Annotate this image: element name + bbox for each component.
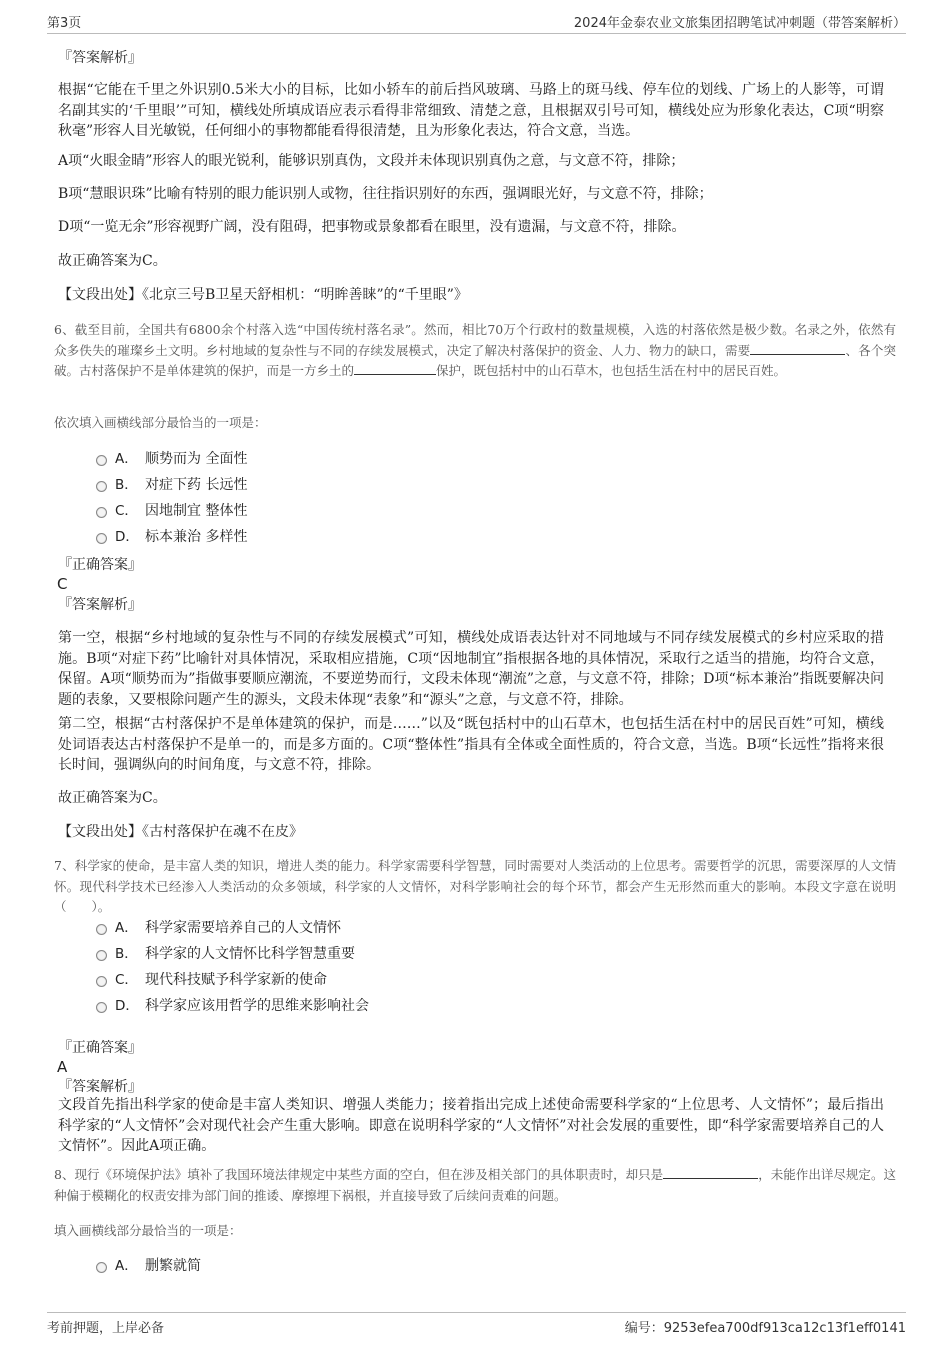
q8-prompt: 填入画横线部分最恰当的一项是： <box>54 1223 242 1238</box>
q8-blank <box>663 1165 758 1179</box>
q6-option-b[interactable]: B． 对症下药 长远性 <box>96 475 247 495</box>
q7-stem: 7、科学家的使命，是丰富人类的知识，增进人类的能力。科学家需要科学智慧，同时需要对人类活动的上位思考。需要哲学的沉思，需要深厚的人文情怀。现代科学技术已经渗入人类活动的众多领域，科学家的人文情怀，对科学影响社会的每个环节，都会产生无形然而重大的影响。本段文字意在说明（ ）。 <box>54 858 896 914</box>
q6-correct-answer: C <box>57 575 68 593</box>
q6-analysis-label: 『答案解析』 <box>58 597 142 613</box>
q6-option-c[interactable]: C． 因地制宜 整体性 <box>96 501 247 521</box>
q7-analysis-label: 『答案解析』 <box>58 1079 142 1095</box>
q6-blank-1 <box>750 341 845 355</box>
q6-stem: 6、截至目前，全国共有6800余个村落入选“中国传统村落名录”。然而，相比70万个行政村的数量规模，入选的村落依然是极少数。名录之外，依然有众多佚失的璀璨乡土文明。乡村地域的复杂性与不同的存续发展模式，决定了解决村落保护的资金、人力、物力的缺口，需要 、各个突破。古村落保护不是单体建筑的保护，而是一方乡土的 保护，既包括村中的山石草木，也包括生活在村中的居民百姓。 <box>54 322 896 378</box>
radio-icon[interactable] <box>96 455 107 466</box>
q5-analysis-p3: B项“慧眼识珠”比喻有特别的眼力能识别人或物，往往指识别好的东西，强调眼光好，与文意不符，排除； <box>58 186 713 202</box>
q7-option-a[interactable]: A． 科学家需要培养自己的人文情怀 <box>96 918 341 938</box>
radio-icon[interactable] <box>96 976 107 987</box>
q6-analysis-p3: 故正确答案为C。 <box>58 790 167 806</box>
q5-analysis-label: 『答案解析』 <box>58 50 142 66</box>
radio-icon[interactable] <box>96 924 107 935</box>
q7-option-b[interactable]: B． 科学家的人文情怀比科学智慧重要 <box>96 944 355 964</box>
document-title: 2024年金泰农业文旅集团招聘笔试冲刺题（带答案解析） <box>573 16 906 31</box>
q6-option-d[interactable]: D． 标本兼治 多样性 <box>96 527 247 547</box>
q5-analysis-p1: 根据“它能在千里之外识别0.5米大小的目标，比如小轿车的前后挡风玻璃、马路上的斑马线、停车位的划线、广场上的人影等，可谓名副其实的‘千里眼’”可知，横线处所填成语应表示看得非常细致、清楚之意，且根据双引号可知，横线处应为形象化表达，C项“明察秋毫”形容人目光敏锐，任何细小的事物都能看得很清楚，且为形象化表达，符合文意，当选。 <box>58 82 884 139</box>
q5-analysis-p2: A项“火眼金睛”形容人的眼光锐利，能够识别真伪，文段并未体现识别真伪之意，与文意不符，排除； <box>58 153 685 169</box>
q7-correct-answer: A <box>57 1058 68 1076</box>
document-id: 编号：9253efea700df913ca12c13f1eff0141 <box>624 1321 906 1336</box>
q6-analysis-p2: 第二空，根据“古村落保护不是单体建筑的保护，而是……”以及“既包括村中的山石草木，也包括生活在村中的居民百姓”可知，横线处词语表达古村落保护不是单一的，而是多方面的。C项“整体性”指具有全体或全面性质的，符合文意，当选。B项“长远性”指将来很长时间，强调纵向的时间角度，与文意不符，排除。 <box>58 716 884 773</box>
q6-blank-2 <box>354 361 436 375</box>
q6-correct-label: 『正确答案』 <box>58 557 142 573</box>
radio-icon[interactable] <box>96 481 107 492</box>
q8-stem: 8、现行《环境保护法》填补了我国环境法律规定中某些方面的空白，但在涉及相关部门的具体职责时，却只是 ，未能作出详尽规定。这种偏于模糊化的权责安排为部门间的推诿、摩擦埋下祸根，并直接导致了后续问责难的问题。 <box>54 1167 896 1203</box>
q8-option-a[interactable]: A． 删繁就简 <box>96 1256 201 1276</box>
q6-source: 【文段出处】《古村落保护在魂不在皮》 <box>58 824 303 840</box>
footer-slogan: 考前押题，上岸必备 <box>47 1321 165 1336</box>
q5-source: 【文段出处】《北京三号B卫星天舒相机：“明眸善睐”的“千里眼”》 <box>58 287 468 303</box>
q5-analysis-p5: 故正确答案为C。 <box>58 253 167 269</box>
q7-option-c[interactable]: C． 现代科技赋予科学家新的使命 <box>96 970 327 990</box>
page-header <box>47 12 906 34</box>
radio-icon[interactable] <box>96 950 107 961</box>
page-number: 第3页 <box>47 16 82 31</box>
page-footer <box>47 1312 906 1338</box>
q7-analysis: 文段首先指出科学家的使命是丰富人类知识、增强人类能力；接着指出完成上述使命需要科学家的“上位思考、人文情怀”；最后指出科学家的“人文情怀”会对现代社会产生重大影响。即意在说明科学家的“人文情怀”对社会发展的重要性，即“科学家需要培养自己的人文情怀”。因此A项正确。 <box>58 1097 884 1154</box>
q6-analysis-p1: 第一空，根据“乡村地域的复杂性与不同的存续发展模式”可知，横线处成语表达针对不同地域与不同存续发展模式的乡村应采取的措施。B项“对症下药”比喻针对具体情况，采取相应措施，C项“因地制宜”指根据各地的具体情况，采取行之适当的措施，均符合文意，保留。A项“顺势而为”指做事要顺应潮流，不要逆势而行，文段未体现“潮流”之意，与文意不符，排除；D项“标本兼治”指既要解决问题的表象，又要根除问题产生的源头，文段未体现“表象”和“源头”之意，与文意不符，排除。 <box>58 630 884 708</box>
q5-analysis-p4: D项“一览无余”形容视野广阔，没有阻碍，把事物或景象都看在眼里，没有遗漏，与文意不符，排除。 <box>58 219 686 235</box>
radio-icon[interactable] <box>96 533 107 544</box>
radio-icon[interactable] <box>96 1002 107 1013</box>
radio-icon[interactable] <box>96 507 107 518</box>
q7-option-d[interactable]: D． 科学家应该用哲学的思维来影响社会 <box>96 996 369 1016</box>
q7-correct-label: 『正确答案』 <box>58 1040 142 1056</box>
q6-option-a[interactable]: A． 顺势而为 全面性 <box>96 449 247 469</box>
radio-icon[interactable] <box>96 1262 107 1273</box>
q6-prompt: 依次填入画横线部分最恰当的一项是： <box>54 415 267 430</box>
